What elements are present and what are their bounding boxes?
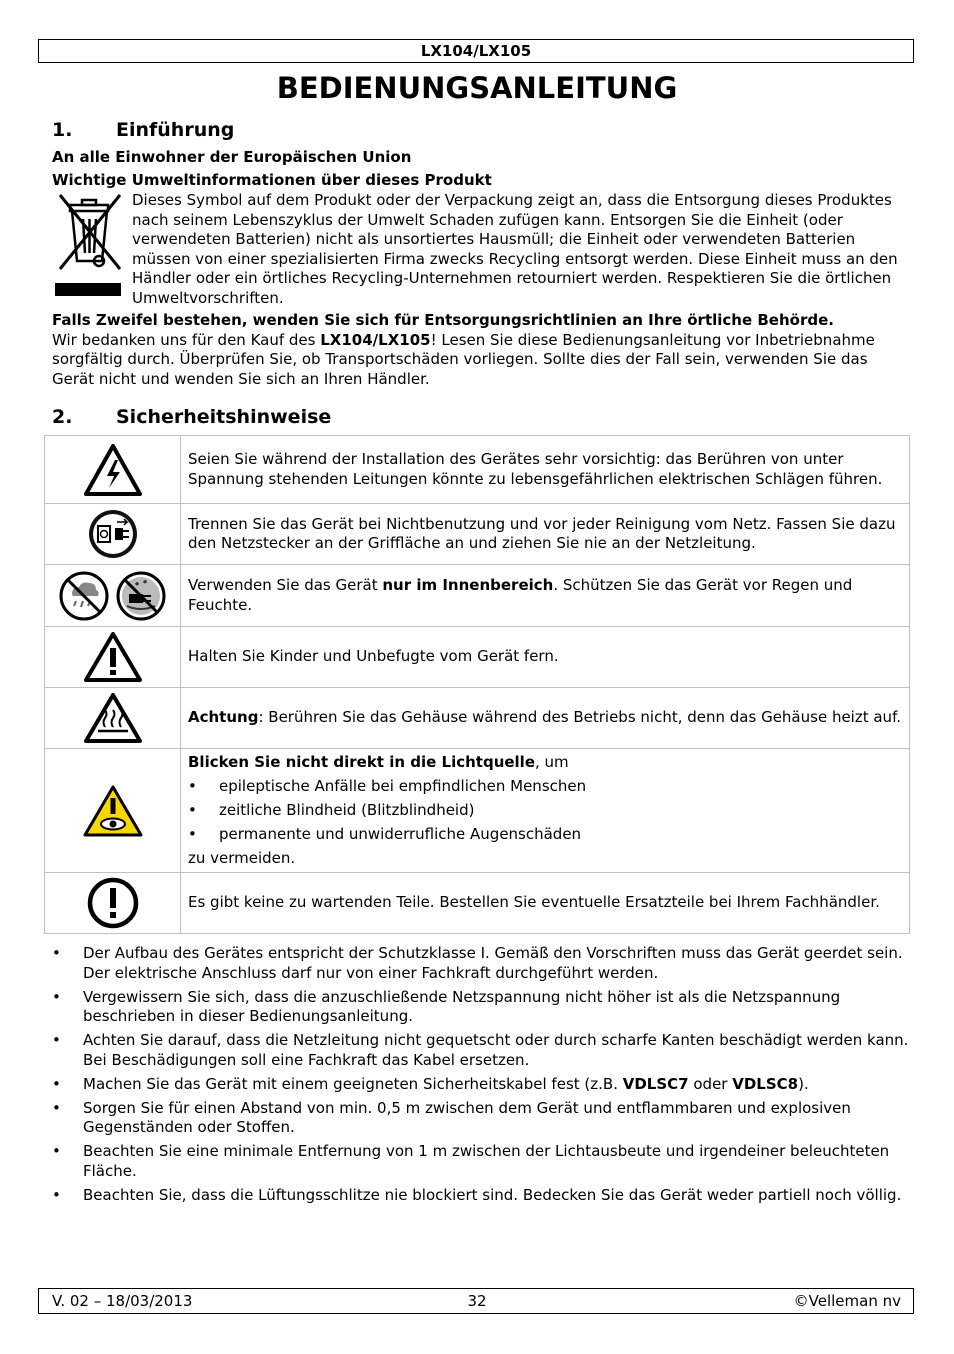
header-model: LX104/LX105 — [420, 42, 532, 60]
indoor-pre: Verwenden Sie das Gerät — [188, 576, 383, 594]
safety-text-unplug: Trennen Sie das Gerät bei Nichtbenutzung und vor jeder Reinigung vom Netz. Fassen Sie dazu den Netzstecker an der Griffläche an und ziehen Sie nie an der Netzleitung. — [181, 504, 910, 565]
section-1-heading — [52, 116, 910, 144]
subhead-environment: Wichtige Umweltinformationen über dieses Produkt — [52, 170, 492, 189]
general-warning-icon — [82, 648, 144, 666]
safety-icon-cell — [45, 504, 181, 565]
light-post: , um — [535, 753, 569, 771]
safety-icon-cell — [45, 873, 181, 934]
list-item: • permanente und unwiderrufliche Augenschäden — [188, 824, 582, 843]
thanks-model: LX104/LX105 — [320, 330, 431, 349]
list-item: • Beachten Sie, dass die Lüftungsschlitze nie blockiert sind. Bedecken Sie das Gerät weder partiell noch völlig. — [52, 1185, 902, 1204]
safety-row-parts — [45, 873, 910, 934]
list-item: • Machen Sie das Gerät mit einem geeigneten Sicherheitskabel fest (z.B. VDLSC7 oder VDLSC8). — [52, 1074, 809, 1093]
section-1-number: 1. — [52, 119, 73, 141]
safety-row-hot — [45, 688, 910, 749]
eye-hazard-icon — [82, 801, 144, 819]
hot-post: : Berühren Sie das Gehäuse während des Betriebs nicht, denn das Gehäuse heizt auf. — [258, 708, 902, 727]
page-footer — [38, 1288, 914, 1314]
safety-icon-cell — [45, 627, 181, 688]
unplug-icon — [87, 525, 139, 543]
light-intro — [188, 753, 903, 773]
list-item: • Vergewissern Sie sich, dass die anzuschließende Netzspannung nicht höher ist als die Netzspannung beschrieben in dieser Bedienungsanleitung. — [52, 987, 841, 1025]
indoor-bold: nur im Innenbereich — [382, 576, 554, 594]
no-rain-icon — [58, 586, 115, 604]
safety-text-indoor — [181, 565, 910, 627]
footer-page-number: 32 — [467, 1292, 487, 1310]
thanks-text — [52, 331, 910, 390]
safety-bullets — [52, 944, 910, 1205]
page-header — [38, 39, 914, 63]
safety-icon-cell — [45, 749, 181, 873]
weee-block — [52, 191, 910, 308]
safety-text-shock: Seien Sie während der Installation des Gerätes sehr vorsichtig: das Berühren von unter Spannung stehenden Leitungen könnte zu lebensgefährlichen elektrischen Schlägen führen. — [181, 436, 910, 504]
document-body — [52, 116, 910, 1210]
safety-text-light — [181, 749, 910, 873]
safety-text-children: Halten Sie Kinder und Unbefugte vom Gerät fern. — [181, 627, 910, 688]
safety-icon-cell — [45, 565, 181, 627]
footer-copyright: ©Velleman nv — [793, 1292, 901, 1310]
light-end: zu vermeiden. — [188, 848, 296, 867]
section-2-title: Sicherheitshinweise — [116, 406, 332, 428]
exclamation-circle-icon — [86, 894, 140, 912]
subhead-eu: An alle Einwohner der Europäischen Union — [52, 148, 412, 166]
light-risks-list — [188, 777, 903, 845]
safety-icon-cell — [45, 436, 181, 504]
light-bold: Blicken Sie nicht direkt in die Lichtquelle — [188, 753, 535, 771]
page-title: BEDIENUNGSANLEITUNG — [276, 71, 678, 105]
list-item: • Beachten Sie eine minimale Entfernung von 1 m zwischen der Lichtausbeute und irgendeiner beleuchteten Fläche. — [52, 1142, 890, 1180]
safety-row-indoor — [45, 565, 910, 627]
section-1-title: Einführung — [116, 119, 235, 141]
list-item: • zeitliche Blindheid (Blitzblindheid) — [188, 800, 475, 819]
safety-icon-cell — [45, 688, 181, 749]
hot-bold: Achtung — [188, 708, 259, 727]
thanks-post: ! Lesen Sie diese Bedienungsanleitung vor Inbetriebnahme sorgfältig durch. Überprüfen Sie, ob Transportschäden vorliegen. Sollte dies der Fall sein, verwenden Sie das Gerät nicht und wenden Sie sich an Ihren Händler. — [52, 330, 875, 388]
electric-shock-warning-icon — [82, 460, 144, 478]
list-item: • Der Aufbau des Gerätes entspricht der Schutzklasse I. Gemäß den Vorschriften muss das Gerät geerdet sein. Der elektrische Anschluss darf nur von einer Fachkraft durchgeführt werden. — [52, 944, 903, 982]
section-2-number: 2. — [52, 406, 73, 428]
list-item: • epileptische Anfälle bei empfindlichen Menschen — [188, 776, 587, 795]
crossed-bin-icon — [52, 191, 132, 308]
safety-row-shock — [45, 436, 910, 504]
list-item: • Achten Sie darauf, dass die Netzleitung nicht gequetscht oder durch scharfe Kanten beschädigt werden kann. Bei Beschädigungen soll eine Fachkraft das Kabel ersetzen. — [52, 1031, 909, 1069]
safety-row-unplug — [45, 504, 910, 565]
safety-text-parts: Es gibt keine zu wartenden Teile. Bestellen Sie eventuelle Ersatzteile bei Ihrem Fachhändler. — [181, 873, 910, 934]
weee-text: Dieses Symbol auf dem Produkt oder der Verpackung zeigt an, dass die Entsorgung dieses Produktes nach seinem Lebenszyklus der Umwelt Schaden zufügen kann. Entsorgen Sie die Einheit (oder verwendeten Batterien) nicht als unsortiertes Hausmüll; die Einheit oder verwendeten Batterien müssen von einer spezialisierten Firma zwecks Recycling entsorgt werden. Diese Einheit muss an den Händler oder ein örtliches Recycling-Unternehmen retourniert werden. Respektieren Sie die örtlichen Umweltvorschriften. — [132, 191, 898, 307]
safety-row-children — [45, 627, 910, 688]
indoor-post: . Schützen Sie das Gerät vor Regen und Feuchte. — [188, 576, 853, 614]
safety-table — [44, 435, 910, 934]
hot-surface-icon — [82, 709, 144, 727]
footer-version: V. 02 – 18/03/2013 — [52, 1292, 193, 1310]
safety-text-hot — [181, 688, 910, 749]
section-2-heading — [52, 403, 910, 431]
list-item: • Sorgen Sie für einen Abstand von min. 0,5 m zwischen dem Gerät und entflammbaren und explosiven Gegenständen oder Stoffen. — [52, 1098, 851, 1136]
no-moisture-icon — [115, 586, 167, 604]
safety-row-light — [45, 749, 910, 873]
thanks-pre: Wir bedanken uns für den Kauf des — [52, 330, 321, 349]
doubt-text: Falls Zweifel bestehen, wenden Sie sich für Entsorgungsrichtlinien an Ihre örtliche Behörde. — [52, 311, 834, 329]
